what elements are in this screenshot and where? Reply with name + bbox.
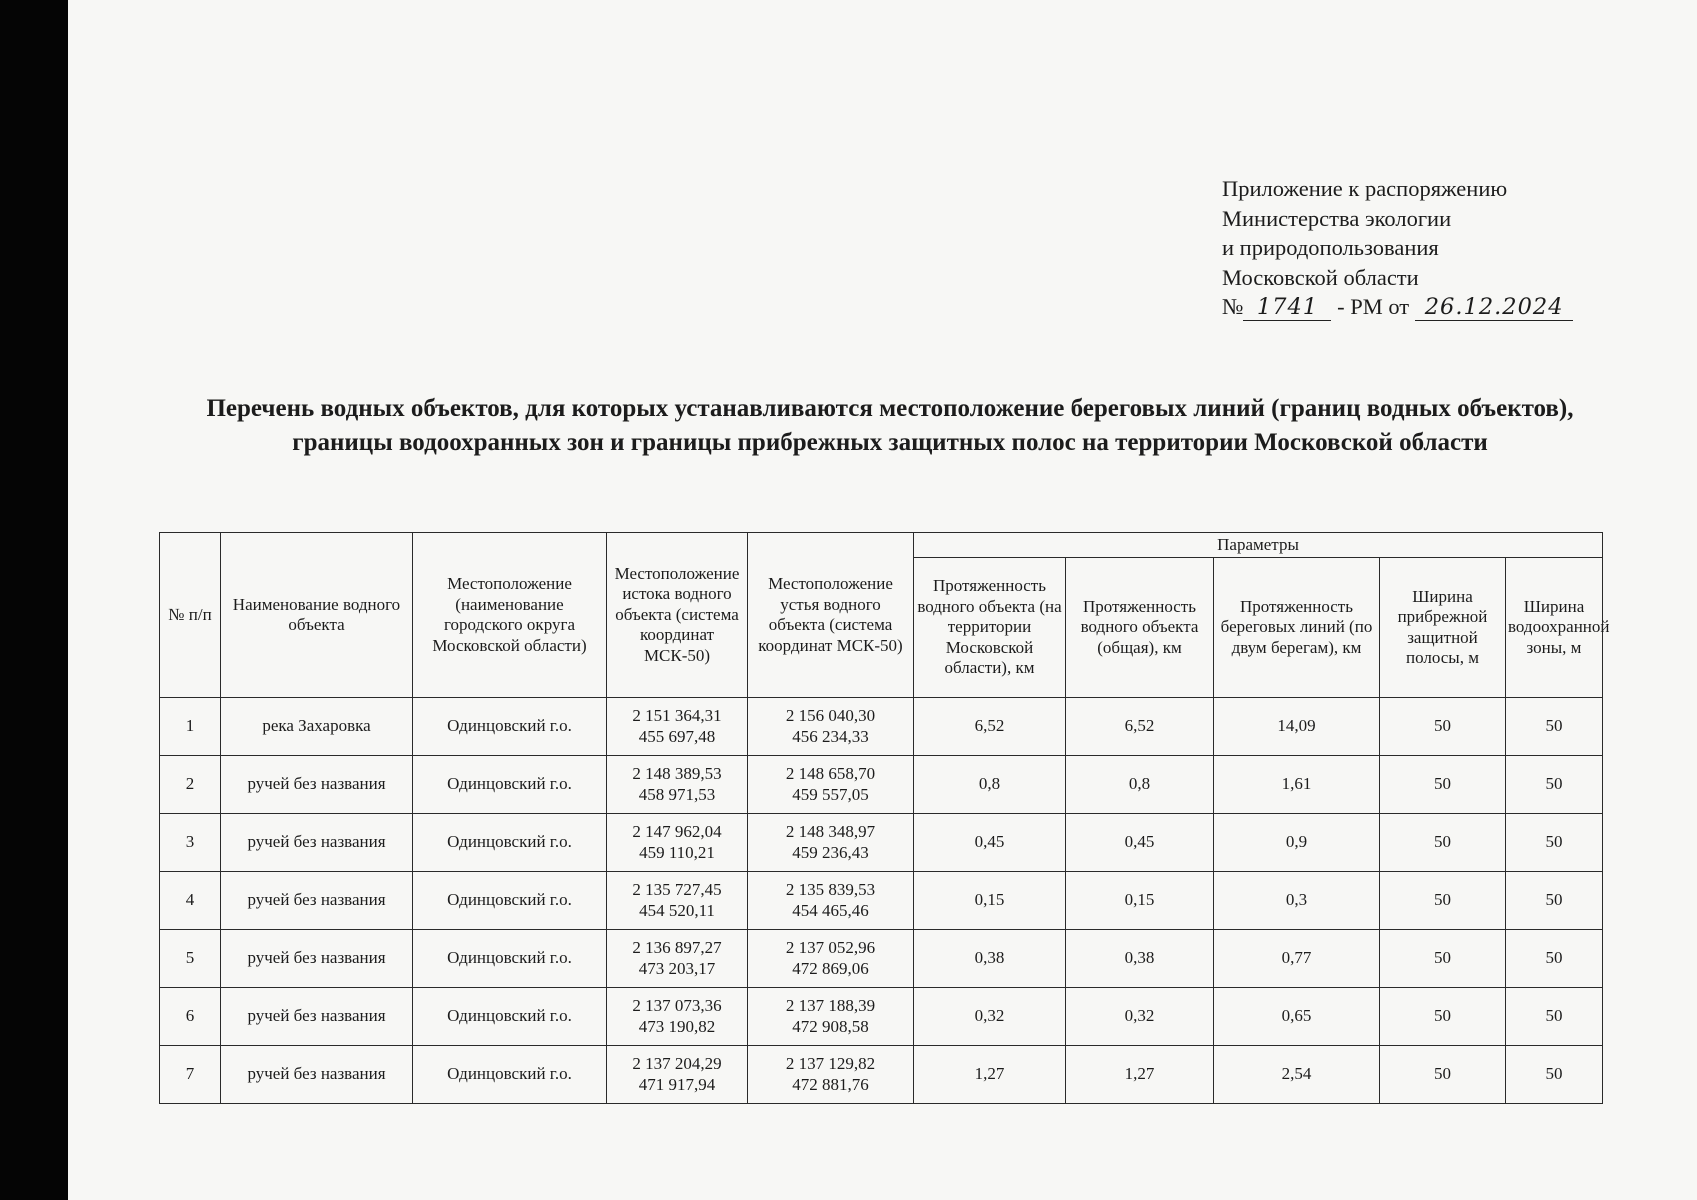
water-objects-table <box>159 532 1610 1104</box>
appendix-line-3: и природопользования <box>1222 235 1439 260</box>
cell-source <box>607 872 748 930</box>
cell-length-region: 0,32 <box>914 988 1066 1046</box>
header-coastal-strip: Ширина прибрежной защитной полосы, м <box>1380 558 1506 698</box>
cell-source <box>607 814 748 872</box>
cell-name: ручей без названия <box>221 988 413 1046</box>
cell-shore-length: 0,77 <box>1214 930 1380 988</box>
cell-coastal-strip: 50 <box>1380 698 1506 756</box>
cell-length-total: 0,38 <box>1066 930 1214 988</box>
source-x: 2 148 389,53 <box>632 764 722 783</box>
source-x: 2 151 364,31 <box>632 706 722 725</box>
source-y: 455 697,48 <box>638 726 716 746</box>
cell-shore-length: 14,09 <box>1214 698 1380 756</box>
table-row <box>160 756 1603 814</box>
cell-mouth <box>748 988 914 1046</box>
cell-length-region: 0,38 <box>914 930 1066 988</box>
source-x: 2 136 897,27 <box>632 938 722 957</box>
cell-coastal-strip: 50 <box>1380 1046 1506 1104</box>
cell-num: 4 <box>160 872 221 930</box>
header-params: Параметры <box>914 533 1603 558</box>
cell-length-total: 0,15 <box>1066 872 1214 930</box>
cell-length-total: 1,27 <box>1066 1046 1214 1104</box>
source-y: 459 110,21 <box>639 842 715 862</box>
header-length-total: Протяженность водного объекта (общая), км <box>1066 558 1214 698</box>
mouth-x: 2 156 040,30 <box>785 706 876 725</box>
source-x: 2 135 727,45 <box>632 880 722 899</box>
cell-length-region: 6,52 <box>914 698 1066 756</box>
cell-water-zone: 50 <box>1506 814 1603 872</box>
mouth-x: 2 148 348,97 <box>785 822 876 841</box>
source-y: 454 520,11 <box>639 900 715 920</box>
source-x: 2 137 204,29 <box>632 1054 722 1073</box>
mouth-y: 459 557,05 <box>792 784 869 804</box>
table-row <box>160 814 1603 872</box>
number-sign: № <box>1222 294 1244 319</box>
cell-location: Одинцовский г.о. <box>413 698 607 756</box>
cell-name: ручей без названия <box>221 1046 413 1104</box>
cell-location: Одинцовский г.о. <box>413 756 607 814</box>
cell-name: ручей без названия <box>221 872 413 930</box>
cell-length-region: 1,27 <box>914 1046 1066 1104</box>
cell-source <box>607 698 748 756</box>
cell-source <box>607 988 748 1046</box>
cell-coastal-strip: 50 <box>1380 930 1506 988</box>
header-length-region: Протяженность водного объекта (на территории Московской области), км <box>914 558 1066 698</box>
table-row <box>160 872 1603 930</box>
mouth-y: 459 236,43 <box>792 842 869 862</box>
cell-location: Одинцовский г.о. <box>413 872 607 930</box>
cell-location: Одинцовский г.о. <box>413 988 607 1046</box>
mouth-x: 2 137 129,82 <box>785 1054 876 1073</box>
cell-name: ручей без названия <box>221 814 413 872</box>
mouth-y: 456 234,33 <box>792 726 869 746</box>
source-y: 471 917,94 <box>638 1074 716 1094</box>
cell-water-zone: 50 <box>1506 1046 1603 1104</box>
cell-mouth <box>748 698 914 756</box>
cell-length-region: 0,15 <box>914 872 1066 930</box>
cell-mouth <box>748 1046 914 1104</box>
cell-location: Одинцовский г.о. <box>413 1046 607 1104</box>
cell-mouth <box>748 814 914 872</box>
cell-mouth <box>748 930 914 988</box>
cell-mouth <box>748 756 914 814</box>
mouth-x: 2 135 839,53 <box>785 880 876 899</box>
cell-num: 1 <box>160 698 221 756</box>
cell-location: Одинцовский г.о. <box>413 814 607 872</box>
cell-source <box>607 930 748 988</box>
cell-shore-length: 0,9 <box>1214 814 1380 872</box>
cell-water-zone: 50 <box>1506 698 1603 756</box>
header-location: Местоположение (наименование городского округа Московской области) <box>413 533 607 698</box>
cell-shore-length: 1,61 <box>1214 756 1380 814</box>
mouth-y: 472 908,58 <box>792 1016 869 1036</box>
cell-water-zone: 50 <box>1506 930 1603 988</box>
order-date: 26.12.2024 <box>1415 294 1573 321</box>
cell-water-zone: 50 <box>1506 988 1603 1046</box>
cell-coastal-strip: 50 <box>1380 756 1506 814</box>
table-row <box>160 698 1603 756</box>
cell-shore-length: 0,65 <box>1214 988 1380 1046</box>
mouth-y: 472 881,76 <box>792 1074 869 1094</box>
source-y: 473 203,17 <box>638 958 716 978</box>
header-water-zone: Ширина водоохранной зоны, м <box>1506 558 1603 698</box>
header-num: № п/п <box>160 533 221 698</box>
mouth-x: 2 137 052,96 <box>785 938 876 957</box>
cell-num: 7 <box>160 1046 221 1104</box>
source-y: 458 971,53 <box>638 784 716 804</box>
order-number: 1741 <box>1243 294 1331 321</box>
source-x: 2 137 073,36 <box>632 996 722 1015</box>
header-mouth: Местоположение устья водного объекта (система координат МСК-50) <box>748 533 914 698</box>
cell-shore-length: 0,3 <box>1214 872 1380 930</box>
header-source: Местоположение истока водного объекта (система координат МСК-50) <box>607 533 748 698</box>
mouth-y: 472 869,06 <box>792 958 869 978</box>
cell-num: 5 <box>160 930 221 988</box>
cell-length-region: 0,8 <box>914 756 1066 814</box>
cell-num: 6 <box>160 988 221 1046</box>
cell-length-total: 6,52 <box>1066 698 1214 756</box>
mouth-x: 2 137 188,39 <box>785 996 876 1015</box>
cell-name: ручей без названия <box>221 930 413 988</box>
cell-name: ручей без названия <box>221 756 413 814</box>
appendix-header <box>1222 174 1573 322</box>
source-y: 473 190,82 <box>638 1016 716 1036</box>
mouth-x: 2 148 658,70 <box>785 764 876 783</box>
cell-length-region: 0,45 <box>914 814 1066 872</box>
cell-num: 3 <box>160 814 221 872</box>
cell-coastal-strip: 50 <box>1380 872 1506 930</box>
cell-length-total: 0,8 <box>1066 756 1214 814</box>
appendix-number-line <box>1222 292 1573 322</box>
source-x: 2 147 962,04 <box>632 822 722 841</box>
cell-length-total: 0,45 <box>1066 814 1214 872</box>
cell-water-zone: 50 <box>1506 872 1603 930</box>
cell-coastal-strip: 50 <box>1380 988 1506 1046</box>
appendix-line-1: Приложение к распоряжению <box>1222 176 1508 201</box>
cell-source <box>607 756 748 814</box>
document-title: Перечень водных объектов, для которых устанавливаются местоположение береговых линий (границ водных объектов), границы водоохранных зон и границы прибрежных защитных полос на территории Московской области <box>206 395 1574 456</box>
cell-location: Одинцовский г.о. <box>413 930 607 988</box>
cell-name: река Захаровка <box>221 698 413 756</box>
appendix-line-2: Министерства экологии <box>1222 205 1452 231</box>
table-row <box>160 1046 1603 1104</box>
cell-shore-length: 2,54 <box>1214 1046 1380 1104</box>
scan-dark-edge <box>0 0 68 1200</box>
mouth-y: 454 465,46 <box>792 900 869 920</box>
cell-mouth <box>748 872 914 930</box>
header-name: Наименование водного объекта <box>221 533 413 698</box>
table-row <box>160 930 1603 988</box>
appendix-line-4: Московской области <box>1222 264 1419 290</box>
cell-num: 2 <box>160 756 221 814</box>
rm-from-label: - РМ от <box>1337 294 1410 319</box>
header-shore-length: Протяженность береговых линий (по двум берегам), км <box>1214 558 1380 698</box>
cell-length-total: 0,32 <box>1066 988 1214 1046</box>
cell-source <box>607 1046 748 1104</box>
cell-coastal-strip: 50 <box>1380 814 1506 872</box>
cell-water-zone: 50 <box>1506 756 1603 814</box>
table-row <box>160 988 1603 1046</box>
